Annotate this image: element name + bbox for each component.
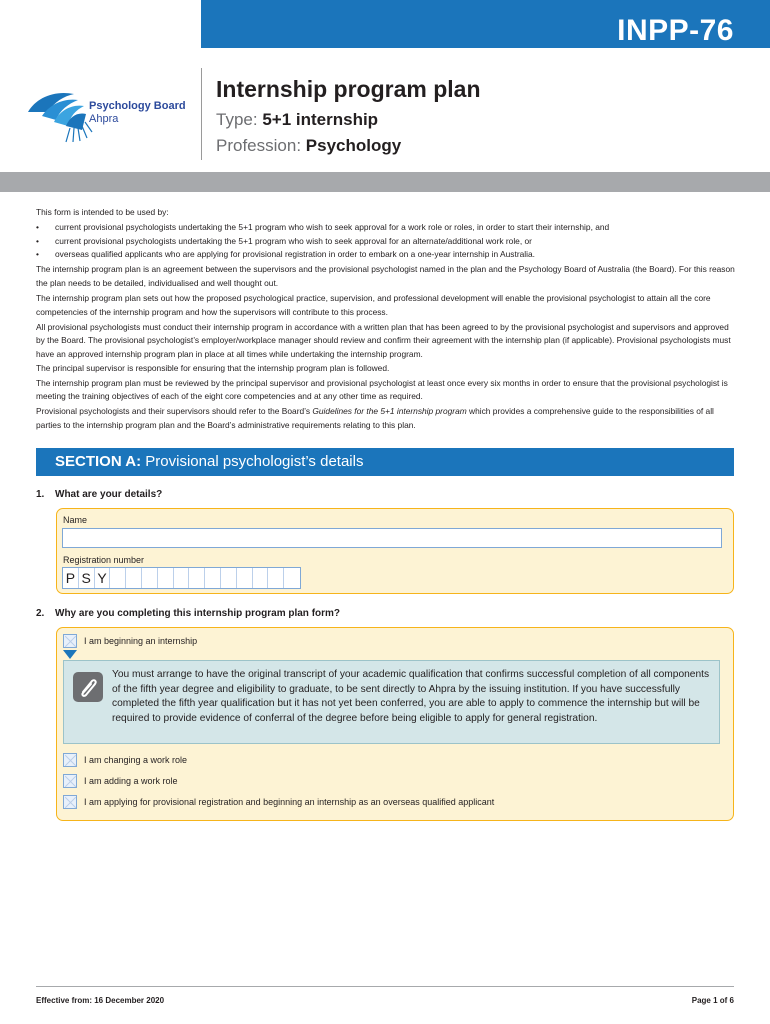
beginning-internship-label: I am beginning an internship [84, 636, 198, 646]
footer-divider [36, 986, 734, 987]
intro-paragraph: The internship program plan is an agreement between the supervisors and the provisional psychologist named in the plan and the Psychology Board of Australia (the Board). For this reason the plan needs to be detailed, individualised and well thought out. [36, 264, 735, 288]
effective-date: Effective from: 16 December 2020 [36, 996, 165, 1005]
overseas-applicant-label: I am applying for provisional registration and beginning an internship as an overseas qualified applicant [84, 797, 495, 807]
registration-number-input[interactable] [62, 567, 301, 589]
guidelines-reference: Guidelines for the 5+1 internship program [312, 406, 467, 417]
registration-label: Registration number [63, 555, 145, 565]
page-number: Page 1 of 6 [691, 996, 734, 1005]
reg-cell[interactable] [237, 568, 253, 588]
logo-wordmark: Psychology Board Ahpra [89, 100, 186, 125]
reg-cell[interactable] [126, 568, 142, 588]
reg-cell[interactable] [110, 568, 126, 588]
paperclip-icon [73, 672, 103, 702]
name-input[interactable] [62, 528, 722, 548]
intro-bullets [36, 221, 736, 262]
reg-cell[interactable]: S [79, 568, 95, 588]
page-title: Internship program plan [216, 76, 481, 102]
expand-arrow-icon [63, 650, 77, 659]
transcript-note [63, 660, 720, 744]
intro-lead: This form is intended to be used by: [36, 207, 169, 217]
list-item: • current provisional psychologists undertaking the 5+1 program who wish to seek approval for a work role or roles, in order to start their internship, and [36, 221, 736, 235]
question-2: 2. Why are you completing this internship program plan form? [36, 608, 341, 619]
overseas-applicant-checkbox[interactable] [63, 795, 77, 809]
reg-cell[interactable] [221, 568, 237, 588]
doc-profession: Profession: Psychology [216, 136, 402, 155]
changing-work-role-checkbox[interactable] [63, 753, 77, 767]
doc-type: Type: 5+1 internship [216, 110, 379, 129]
list-item: • overseas qualified applicants who are applying for provisional registration in order to embark on a one-year internship in Australia. [36, 248, 736, 262]
reg-cell[interactable] [158, 568, 174, 588]
form-code: INPP-76 [617, 14, 734, 47]
intro-paragraph: All provisional psychologists must conduct their internship program in accordance with a written plan that has been agreed to by the provisional psychologist and supervisors and approved by the Board. The provisional psychologist’s employer/workplace manager should review and confirm their agreement with the internship plan (if applicable). Provisional psychologists must have an approved internship program plan in place at all times while undertaking the internship program. The principal supervisor is responsible for ensuring that the internship program plan is followed. [36, 321, 731, 373]
section-a-heading: SECTION A: Provisional psychologist’s details [36, 448, 734, 476]
adding-work-role-checkbox[interactable] [63, 774, 77, 788]
header-divider [201, 68, 202, 160]
note-text: You must arrange to have the original transcript of your academic qualification that confirms successful completion of all components of the fifth year degree and eligibility to graduate, to be sent directly to Ahpra by the issuing institution. If you have successfully completed the fifth year qualification but it has not yet been conferred, you are able to apply to commence the internship but will be required to provide evidence of conferral of the degree before being eligible to apply for general registration. [112, 669, 710, 724]
reg-cell[interactable] [205, 568, 221, 588]
intro-paragraph: The internship program plan sets out how the proposed psychological practice, supervision, and professional development will enable the provisional psychologist to attain all the core competencies of the internship program and how the supervisors will contribute to this process. [36, 293, 711, 317]
beginning-internship-checkbox[interactable] [63, 634, 77, 648]
intro-paragraph: The internship program plan must be reviewed by the principal supervisor and provisional psychologist at least once every six months in order to ensure that the provisional psychologist is meeting the training objectives of each of the eight core competencies and at any other time as required. [36, 377, 728, 402]
reg-cell[interactable] [284, 568, 300, 588]
form-code-bar [201, 0, 770, 48]
reg-cell[interactable] [253, 568, 269, 588]
reg-cell[interactable] [268, 568, 284, 588]
adding-work-role-label: I am adding a work role [84, 776, 178, 786]
changing-work-role-label: I am changing a work role [84, 755, 188, 765]
reg-cell[interactable] [142, 568, 158, 588]
reg-cell[interactable] [174, 568, 190, 588]
reg-cell[interactable]: P [63, 568, 79, 588]
question-1: 1. What are your details? [36, 489, 163, 500]
intro-text [36, 206, 736, 434]
reg-cell[interactable]: Y [95, 568, 111, 588]
name-label: Name [63, 515, 88, 525]
header-grey-bar [0, 172, 770, 192]
intro-paragraph: Provisional psychologists and their supervisors should refer to the Board’s Guidelines for the 5+1 internship program which provides a comprehensive guide to the responsibilities of all parties to the internship program plan and the Board’s administrative requirements relating to this plan. [36, 406, 714, 430]
list-item: • current provisional psychologists undertaking the 5+1 program who wish to seek approval for an alternate/additional work role, or [36, 235, 736, 249]
reg-cell[interactable] [189, 568, 205, 588]
